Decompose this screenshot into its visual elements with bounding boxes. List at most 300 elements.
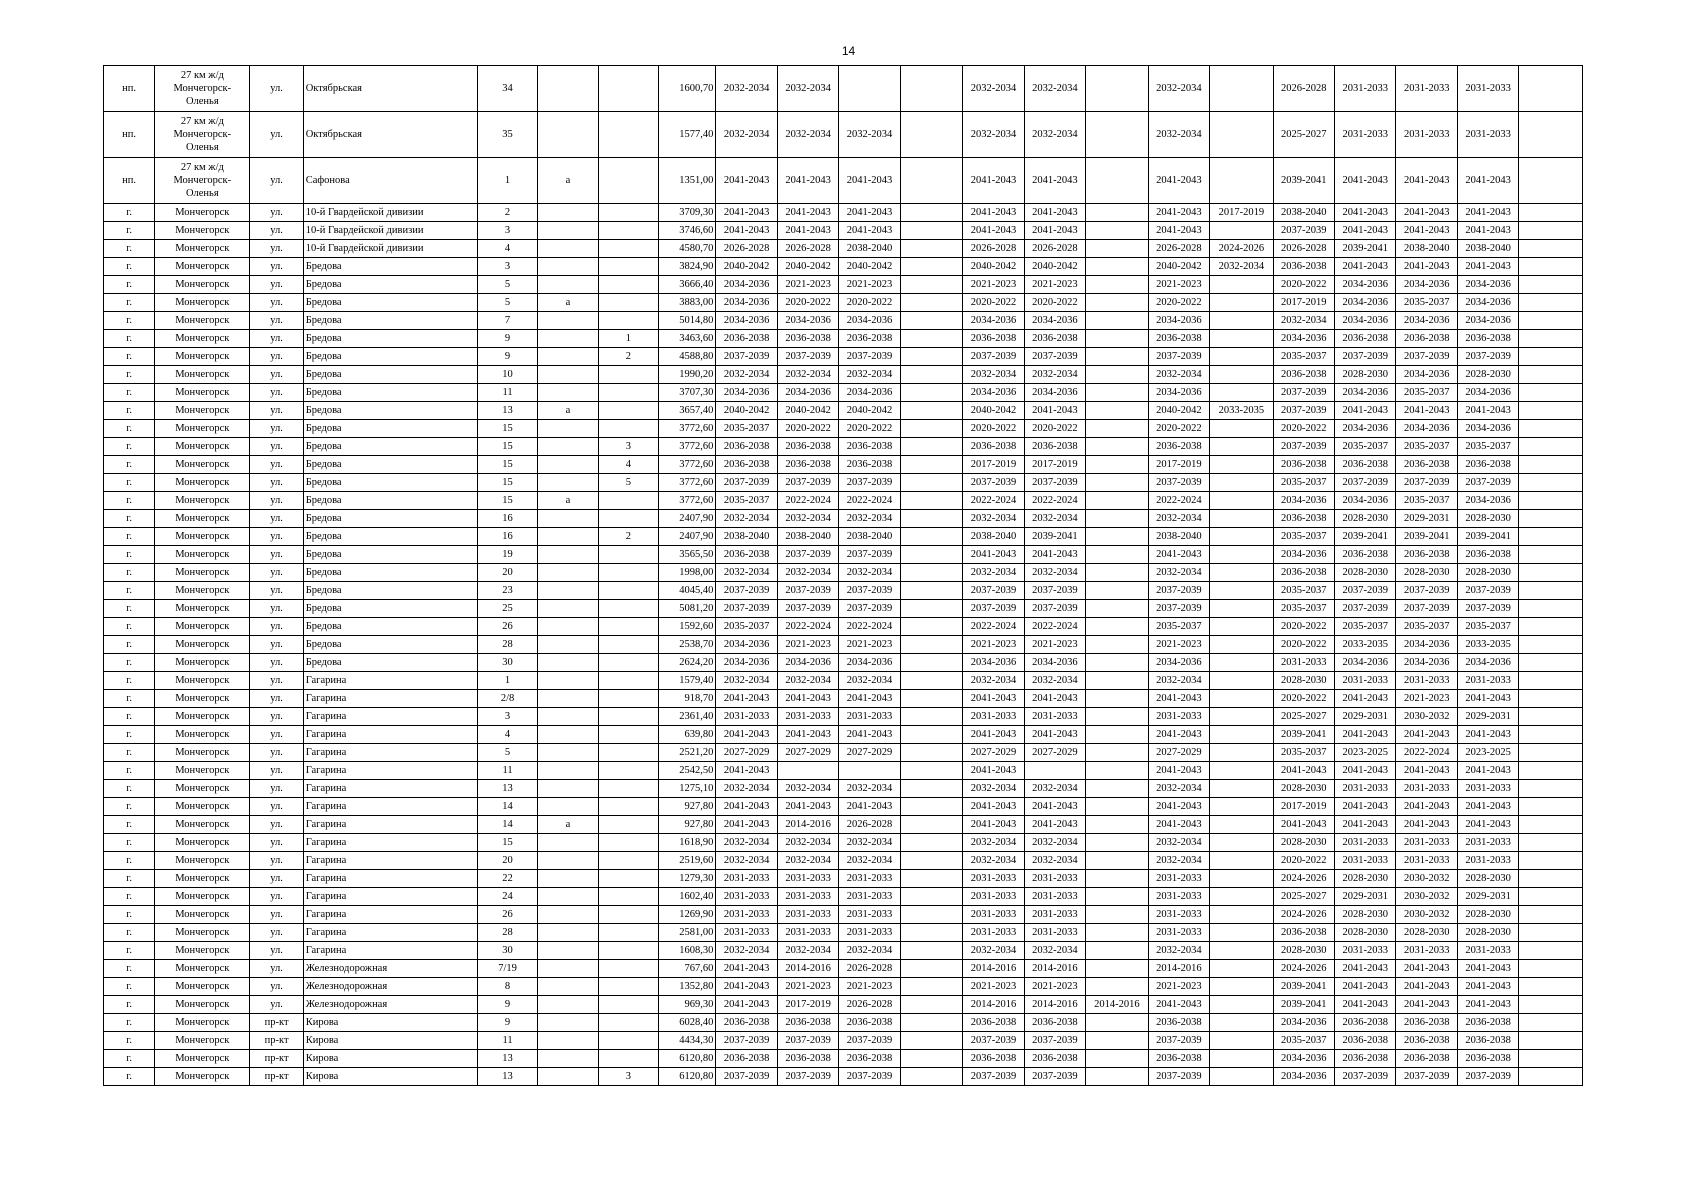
table-row	[104, 474, 1583, 492]
cell-period-10: 2026-2028	[1273, 66, 1334, 112]
cell-period-10: 2036-2038	[1273, 510, 1334, 528]
cell-period-13: 2033-2035	[1457, 636, 1518, 654]
cell-extra	[1519, 1032, 1583, 1050]
cell-period-6: 2037-2039	[1024, 348, 1085, 366]
cell-building	[598, 582, 658, 600]
cell-extra	[1519, 492, 1583, 510]
cell-period-9	[1210, 158, 1274, 204]
cell-period-1: 2041-2043	[716, 978, 777, 996]
cell-period-7	[1086, 438, 1148, 456]
cell-period-5: 2031-2033	[963, 906, 1024, 924]
cell-area: 2542,50	[659, 762, 716, 780]
cell-period-7	[1086, 708, 1148, 726]
cell-period-5: 2021-2023	[963, 978, 1024, 996]
cell-period-10: 2037-2039	[1273, 384, 1334, 402]
cell-period-6: 2026-2028	[1024, 240, 1085, 258]
cell-settlement-name: Мончегорск	[155, 1032, 250, 1050]
table-row	[104, 66, 1583, 112]
cell-period-10: 2039-2041	[1273, 158, 1334, 204]
cell-building	[598, 240, 658, 258]
cell-area: 1279,30	[659, 870, 716, 888]
cell-house-number: 20	[477, 564, 537, 582]
cell-house-number: 3	[477, 258, 537, 276]
cell-area: 3824,90	[659, 258, 716, 276]
cell-period-8: 2031-2033	[1148, 906, 1209, 924]
cell-area: 3883,00	[659, 294, 716, 312]
cell-period-12: 2031-2033	[1396, 852, 1457, 870]
cell-house-number: 11	[477, 762, 537, 780]
cell-letter	[538, 690, 598, 708]
cell-extra	[1519, 762, 1583, 780]
cell-settlement-type: г.	[104, 438, 155, 456]
cell-period-9	[1210, 528, 1274, 546]
cell-period-1: 2037-2039	[716, 582, 777, 600]
cell-period-4	[900, 276, 962, 294]
cell-period-12: 2037-2039	[1396, 348, 1457, 366]
cell-settlement-type: г.	[104, 888, 155, 906]
cell-period-2: 2032-2034	[777, 852, 838, 870]
cell-period-3: 2021-2023	[839, 636, 900, 654]
cell-period-4	[900, 618, 962, 636]
cell-period-2	[777, 762, 838, 780]
cell-period-5: 2032-2034	[963, 942, 1024, 960]
cell-period-5: 2031-2033	[963, 708, 1024, 726]
cell-period-11: 2029-2031	[1335, 708, 1396, 726]
cell-period-2: 2021-2023	[777, 636, 838, 654]
cell-period-1: 2034-2036	[716, 294, 777, 312]
cell-street-name: Гагарина	[303, 906, 477, 924]
cell-period-8: 2037-2039	[1148, 582, 1209, 600]
cell-period-2: 2032-2034	[777, 510, 838, 528]
cell-period-9	[1210, 654, 1274, 672]
cell-street-name: Гагарина	[303, 798, 477, 816]
cell-period-2: 2037-2039	[777, 600, 838, 618]
cell-street-name: Гагарина	[303, 870, 477, 888]
cell-period-5: 2037-2039	[963, 1068, 1024, 1086]
cell-period-3: 2031-2033	[839, 924, 900, 942]
cell-period-2: 2021-2023	[777, 978, 838, 996]
cell-period-2: 2014-2016	[777, 816, 838, 834]
cell-settlement-name: 27 км ж/д Мончегорск-Оленья	[155, 158, 250, 204]
cell-period-7	[1086, 66, 1148, 112]
cell-period-13: 2035-2037	[1457, 618, 1518, 636]
cell-letter: а	[538, 158, 598, 204]
cell-street-type: ул.	[250, 222, 303, 240]
cell-extra	[1519, 240, 1583, 258]
cell-period-1: 2041-2043	[716, 996, 777, 1014]
cell-extra	[1519, 294, 1583, 312]
cell-period-12: 2035-2037	[1396, 294, 1457, 312]
cell-letter	[538, 978, 598, 996]
cell-house-number: 8	[477, 978, 537, 996]
cell-period-10: 2025-2027	[1273, 708, 1334, 726]
cell-period-12: 2037-2039	[1396, 1068, 1457, 1086]
cell-period-2: 2034-2036	[777, 654, 838, 672]
cell-extra	[1519, 546, 1583, 564]
cell-period-6: 2037-2039	[1024, 600, 1085, 618]
table-row	[104, 1032, 1583, 1050]
cell-street-type: ул.	[250, 744, 303, 762]
cell-period-6: 2031-2033	[1024, 708, 1085, 726]
cell-period-9	[1210, 600, 1274, 618]
table-row	[104, 690, 1583, 708]
cell-period-4	[900, 240, 962, 258]
cell-period-5: 2041-2043	[963, 222, 1024, 240]
cell-period-4	[900, 1032, 962, 1050]
cell-period-1: 2026-2028	[716, 240, 777, 258]
cell-period-3: 2031-2033	[839, 888, 900, 906]
cell-letter	[538, 240, 598, 258]
cell-letter	[538, 312, 598, 330]
cell-period-3: 2032-2034	[839, 510, 900, 528]
cell-period-4	[900, 1050, 962, 1068]
cell-building	[598, 1014, 658, 1032]
cell-period-12: 2037-2039	[1396, 582, 1457, 600]
cell-street-type: ул.	[250, 510, 303, 528]
cell-period-12: 2036-2038	[1396, 456, 1457, 474]
cell-period-1: 2036-2038	[716, 330, 777, 348]
table-row	[104, 942, 1583, 960]
cell-period-4	[900, 798, 962, 816]
cell-period-13: 2036-2038	[1457, 456, 1518, 474]
cell-settlement-name: Мончегорск	[155, 834, 250, 852]
cell-house-number: 7	[477, 312, 537, 330]
table-row	[104, 1014, 1583, 1032]
cell-extra	[1519, 312, 1583, 330]
cell-settlement-type: г.	[104, 510, 155, 528]
cell-period-11: 2031-2033	[1335, 780, 1396, 798]
cell-period-13: 2028-2030	[1457, 564, 1518, 582]
cell-period-12: 2041-2043	[1396, 798, 1457, 816]
cell-period-3: 2032-2034	[839, 366, 900, 384]
cell-period-2: 2032-2034	[777, 564, 838, 582]
cell-period-7	[1086, 330, 1148, 348]
cell-period-11: 2035-2037	[1335, 618, 1396, 636]
cell-period-11: 2041-2043	[1335, 762, 1396, 780]
cell-settlement-type: г.	[104, 1068, 155, 1086]
cell-extra	[1519, 366, 1583, 384]
cell-letter	[538, 1032, 598, 1050]
cell-period-11: 2039-2041	[1335, 528, 1396, 546]
cell-period-13: 2041-2043	[1457, 690, 1518, 708]
cell-period-1: 2031-2033	[716, 924, 777, 942]
cell-period-13: 2034-2036	[1457, 654, 1518, 672]
cell-period-4	[900, 348, 962, 366]
cell-period-10: 2041-2043	[1273, 816, 1334, 834]
cell-street-type: ул.	[250, 456, 303, 474]
cell-area: 4580,70	[659, 240, 716, 258]
cell-area: 639,80	[659, 726, 716, 744]
cell-period-6: 2041-2043	[1024, 222, 1085, 240]
cell-period-10: 2034-2036	[1273, 1050, 1334, 1068]
cell-period-6: 2041-2043	[1024, 816, 1085, 834]
cell-settlement-name: Мончегорск	[155, 294, 250, 312]
cell-street-name: Кирова	[303, 1014, 477, 1032]
cell-period-10: 2036-2038	[1273, 924, 1334, 942]
cell-area: 3666,40	[659, 276, 716, 294]
cell-area: 1351,00	[659, 158, 716, 204]
cell-period-4	[900, 420, 962, 438]
cell-period-1: 2041-2043	[716, 222, 777, 240]
cell-settlement-type: нп.	[104, 66, 155, 112]
cell-period-11: 2034-2036	[1335, 276, 1396, 294]
cell-street-name: Бредова	[303, 330, 477, 348]
cell-period-6: 2041-2043	[1024, 204, 1085, 222]
cell-area: 767,60	[659, 960, 716, 978]
cell-period-7	[1086, 456, 1148, 474]
cell-period-13: 2035-2037	[1457, 438, 1518, 456]
cell-extra	[1519, 924, 1583, 942]
cell-letter	[538, 870, 598, 888]
cell-period-3: 2037-2039	[839, 582, 900, 600]
cell-period-1: 2032-2034	[716, 510, 777, 528]
cell-period-8: 2032-2034	[1148, 112, 1209, 158]
cell-period-1: 2035-2037	[716, 492, 777, 510]
cell-street-type: ул.	[250, 240, 303, 258]
cell-period-13: 2029-2031	[1457, 888, 1518, 906]
cell-period-11: 2041-2043	[1335, 726, 1396, 744]
cell-area: 1352,80	[659, 978, 716, 996]
cell-street-type: ул.	[250, 906, 303, 924]
cell-settlement-type: г.	[104, 276, 155, 294]
table-row	[104, 546, 1583, 564]
cell-period-10: 2017-2019	[1273, 294, 1334, 312]
table-row	[104, 906, 1583, 924]
cell-period-8: 2041-2043	[1148, 726, 1209, 744]
cell-house-number: 28	[477, 924, 537, 942]
cell-street-name: Бредова	[303, 492, 477, 510]
cell-street-name: Гагарина	[303, 888, 477, 906]
cell-period-4	[900, 690, 962, 708]
cell-settlement-name: Мончегорск	[155, 222, 250, 240]
cell-period-1: 2032-2034	[716, 112, 777, 158]
cell-house-number: 14	[477, 798, 537, 816]
cell-street-type: ул.	[250, 258, 303, 276]
cell-house-number: 7/19	[477, 960, 537, 978]
cell-period-2: 2021-2023	[777, 276, 838, 294]
cell-period-7	[1086, 798, 1148, 816]
cell-letter	[538, 276, 598, 294]
cell-area: 1269,90	[659, 906, 716, 924]
table-row	[104, 330, 1583, 348]
cell-period-13: 2039-2041	[1457, 528, 1518, 546]
cell-settlement-name: Мончегорск	[155, 1050, 250, 1068]
cell-area: 927,80	[659, 798, 716, 816]
cell-period-10: 2020-2022	[1273, 276, 1334, 294]
cell-street-name: Гагарина	[303, 834, 477, 852]
cell-street-name: Бредова	[303, 456, 477, 474]
cell-settlement-name: Мончегорск	[155, 240, 250, 258]
cell-house-number: 19	[477, 546, 537, 564]
cell-street-type: ул.	[250, 204, 303, 222]
cell-period-7	[1086, 906, 1148, 924]
cell-period-3: 2027-2029	[839, 744, 900, 762]
cell-period-9	[1210, 852, 1274, 870]
cell-period-9	[1210, 384, 1274, 402]
cell-period-13: 2028-2030	[1457, 906, 1518, 924]
cell-settlement-type: г.	[104, 672, 155, 690]
cell-period-9	[1210, 618, 1274, 636]
cell-settlement-name: Мончегорск	[155, 402, 250, 420]
cell-period-2: 2031-2033	[777, 708, 838, 726]
cell-period-12: 2031-2033	[1396, 942, 1457, 960]
cell-period-1: 2037-2039	[716, 474, 777, 492]
cell-period-4	[900, 1068, 962, 1086]
cell-period-4	[900, 960, 962, 978]
cell-period-10: 2037-2039	[1273, 438, 1334, 456]
cell-period-6: 2036-2038	[1024, 330, 1085, 348]
table-row	[104, 726, 1583, 744]
cell-period-8: 2036-2038	[1148, 438, 1209, 456]
cell-settlement-type: г.	[104, 492, 155, 510]
cell-house-number: 5	[477, 744, 537, 762]
cell-period-7	[1086, 420, 1148, 438]
cell-period-12: 2035-2037	[1396, 618, 1457, 636]
cell-building	[598, 420, 658, 438]
cell-period-5: 2032-2034	[963, 112, 1024, 158]
cell-street-type: ул.	[250, 924, 303, 942]
cell-street-name: Бредова	[303, 258, 477, 276]
cell-period-13: 2023-2025	[1457, 744, 1518, 762]
cell-extra	[1519, 112, 1583, 158]
cell-period-10: 2020-2022	[1273, 852, 1334, 870]
cell-area: 1998,00	[659, 564, 716, 582]
table-row	[104, 312, 1583, 330]
cell-period-3: 2038-2040	[839, 528, 900, 546]
cell-period-10: 2034-2036	[1273, 546, 1334, 564]
cell-building: 2	[598, 528, 658, 546]
cell-period-7	[1086, 978, 1148, 996]
cell-period-5: 2020-2022	[963, 420, 1024, 438]
cell-settlement-type: г.	[104, 942, 155, 960]
cell-period-13: 2036-2038	[1457, 1050, 1518, 1068]
cell-period-7	[1086, 582, 1148, 600]
cell-street-name: Железнодорожная	[303, 960, 477, 978]
cell-period-9	[1210, 1032, 1274, 1050]
cell-period-11: 2041-2043	[1335, 158, 1396, 204]
cell-building	[598, 960, 658, 978]
cell-letter	[538, 600, 598, 618]
cell-period-13: 2041-2043	[1457, 978, 1518, 996]
cell-house-number: 16	[477, 510, 537, 528]
cell-area: 6120,80	[659, 1068, 716, 1086]
cell-period-2: 2037-2039	[777, 1032, 838, 1050]
cell-building: 3	[598, 438, 658, 456]
cell-letter: а	[538, 816, 598, 834]
cell-letter	[538, 780, 598, 798]
table-row	[104, 996, 1583, 1014]
cell-period-9	[1210, 1068, 1274, 1086]
cell-period-7: 2014-2016	[1086, 996, 1148, 1014]
cell-period-3: 2026-2028	[839, 960, 900, 978]
cell-period-10: 2024-2026	[1273, 960, 1334, 978]
cell-period-10: 2035-2037	[1273, 348, 1334, 366]
cell-street-type: ул.	[250, 420, 303, 438]
cell-period-3: 2036-2038	[839, 438, 900, 456]
cell-settlement-type: г.	[104, 1050, 155, 1068]
cell-period-6: 2014-2016	[1024, 996, 1085, 1014]
cell-period-5: 2037-2039	[963, 474, 1024, 492]
cell-period-8: 2041-2043	[1148, 204, 1209, 222]
cell-period-7	[1086, 636, 1148, 654]
cell-period-1: 2040-2042	[716, 258, 777, 276]
cell-settlement-type: г.	[104, 384, 155, 402]
cell-period-2: 2034-2036	[777, 384, 838, 402]
cell-letter	[538, 420, 598, 438]
cell-area: 3772,60	[659, 474, 716, 492]
cell-area: 3772,60	[659, 492, 716, 510]
cell-building	[598, 708, 658, 726]
cell-settlement-name: Мончегорск	[155, 276, 250, 294]
cell-period-12: 2034-2036	[1396, 654, 1457, 672]
cell-area: 3463,60	[659, 330, 716, 348]
cell-period-6	[1024, 762, 1085, 780]
cell-period-5: 2041-2043	[963, 798, 1024, 816]
cell-extra	[1519, 330, 1583, 348]
cell-area: 3772,60	[659, 420, 716, 438]
cell-street-type: ул.	[250, 276, 303, 294]
cell-settlement-type: г.	[104, 726, 155, 744]
cell-street-type: ул.	[250, 942, 303, 960]
cell-period-5: 2041-2043	[963, 158, 1024, 204]
cell-extra	[1519, 834, 1583, 852]
cell-street-type: ул.	[250, 438, 303, 456]
cell-period-10: 2037-2039	[1273, 402, 1334, 420]
cell-extra	[1519, 258, 1583, 276]
cell-period-12: 2036-2038	[1396, 546, 1457, 564]
cell-period-3: 2021-2023	[839, 276, 900, 294]
cell-period-11: 2028-2030	[1335, 924, 1396, 942]
cell-period-3: 2022-2024	[839, 618, 900, 636]
cell-settlement-type: г.	[104, 834, 155, 852]
cell-period-2: 2040-2042	[777, 258, 838, 276]
cell-street-name: Бредова	[303, 366, 477, 384]
cell-street-name: Октябрьская	[303, 112, 477, 158]
cell-period-5: 2041-2043	[963, 726, 1024, 744]
cell-settlement-type: г.	[104, 312, 155, 330]
cell-house-number: 13	[477, 1068, 537, 1086]
cell-area: 1579,40	[659, 672, 716, 690]
cell-period-13: 2034-2036	[1457, 294, 1518, 312]
cell-settlement-type: нп.	[104, 158, 155, 204]
cell-period-11: 2037-2039	[1335, 600, 1396, 618]
cell-period-1: 2027-2029	[716, 744, 777, 762]
cell-street-type: ул.	[250, 582, 303, 600]
table-row	[104, 420, 1583, 438]
cell-period-9	[1210, 564, 1274, 582]
cell-street-name: Железнодорожная	[303, 996, 477, 1014]
cell-period-8: 2041-2043	[1148, 798, 1209, 816]
cell-period-11: 2041-2043	[1335, 204, 1396, 222]
cell-house-number: 10	[477, 366, 537, 384]
cell-period-6: 2041-2043	[1024, 546, 1085, 564]
cell-period-3: 2032-2034	[839, 564, 900, 582]
cell-house-number: 26	[477, 618, 537, 636]
cell-building	[598, 798, 658, 816]
cell-house-number: 14	[477, 816, 537, 834]
cell-street-name: Бредова	[303, 348, 477, 366]
cell-period-10: 2035-2037	[1273, 528, 1334, 546]
cell-street-type: ул.	[250, 726, 303, 744]
table-row	[104, 492, 1583, 510]
cell-period-13: 2037-2039	[1457, 600, 1518, 618]
cell-period-5: 2034-2036	[963, 312, 1024, 330]
cell-period-7	[1086, 1068, 1148, 1086]
cell-period-2: 2020-2022	[777, 420, 838, 438]
cell-street-type: ул.	[250, 402, 303, 420]
table-row	[104, 618, 1583, 636]
cell-period-3: 2020-2022	[839, 420, 900, 438]
